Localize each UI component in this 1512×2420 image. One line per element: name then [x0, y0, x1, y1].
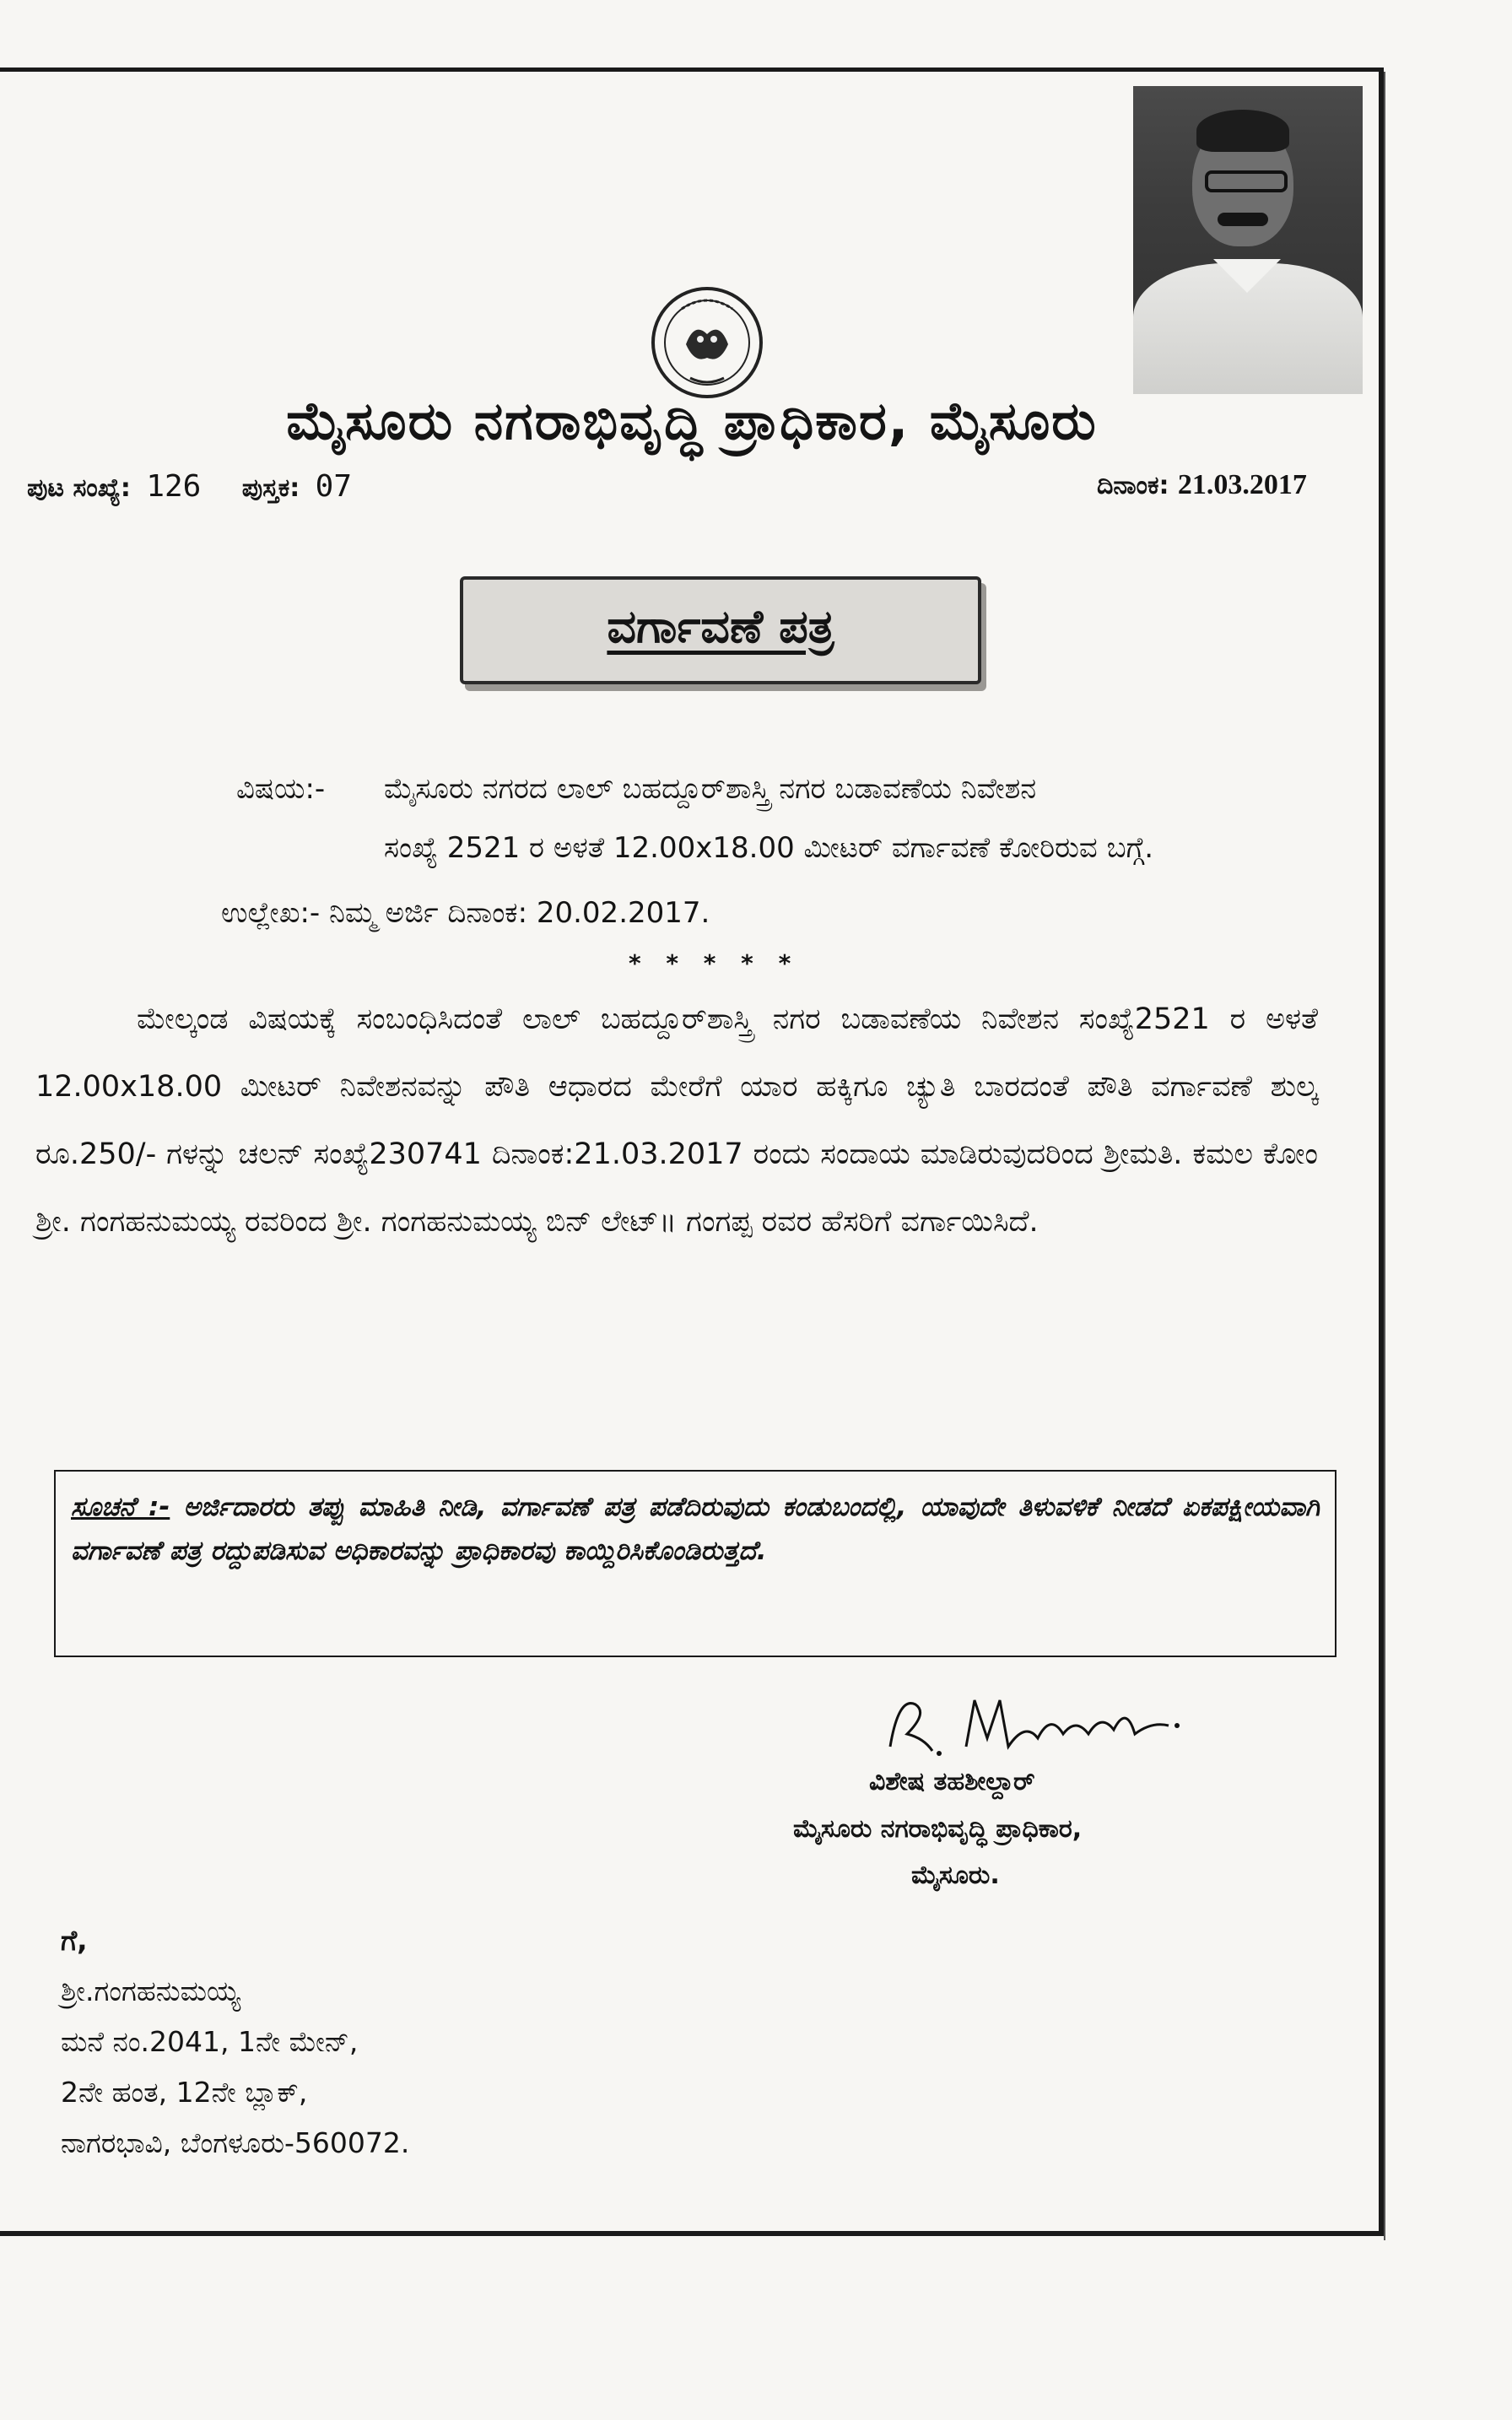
subject-line-1: ಮೈಸೂರು ನಗರದ ಲಾಲ್ ಬಹದ್ದೂರ್‌ಶಾಸ್ತ್ರಿ ನಗರ ಬಡಾವಣೆಯ ನಿವೇಶನ: [384, 772, 1037, 806]
address-line-1: ಮನೆ ನಂ.2041, 1ನೇ ಮೇನ್,: [61, 2025, 359, 2058]
address-line-2: 2ನೇ ಹಂತ, 12ನೇ ಬ್ಲಾಕ್,: [61, 2076, 308, 2109]
date-label: ದಿನಾಂಕ:: [1097, 471, 1169, 500]
organization-title: ಮೈಸೂರು ನಗರಾಭಿವೃದ್ಧಿ ಪ್ರಾಧಿಕಾರ, ಮೈಸೂರು: [286, 390, 1098, 451]
book-value: 07: [315, 469, 353, 504]
issue-date: [1097, 469, 1307, 501]
page-no-value: 126: [146, 469, 202, 504]
recipient-address: [61, 1915, 409, 2169]
subject-block: [236, 759, 1350, 878]
authority-emblem-icon: [648, 284, 766, 402]
signatory-title: ವಿಶೇಷ ತಹಶೀಲ್ದಾರ್: [869, 1767, 1035, 1796]
reference-line: [221, 896, 710, 930]
heading-box: [460, 576, 981, 684]
signatory-organization: ಮೈಸೂರು ನಗರಾಭಿವೃದ್ಧಿ ಪ್ರಾಧಿಕಾರ,: [793, 1814, 1083, 1844]
reference-text: ನಿಮ್ಮ ಅರ್ಜಿ ದಿನಾಂಕ: 20.02.2017.: [329, 896, 710, 930]
note-box: [54, 1470, 1336, 1657]
body-paragraph: ಮೇಲ್ಕಂಡ ವಿಷಯಕ್ಕೆ ಸಂಬಂಧಿಸಿದಂತೆ ಲಾಲ್ ಬಹದ್ದೂರ್‌ಶಾಸ್ತ್ರಿ ನಗರ ಬಡಾವಣೆಯ ನಿವೇಶನ ಸಂಖ್ಯೆ2521 ರ ಅಳತೆ 12.00x18.00 ಮೀಟರ್ ನಿವೇಶನವನ್ನು ಪೌತಿ ಆಧಾರದ ಮೇರೆಗೆ ಯಾರ ಹಕ್ಕಿಗೂ ಚ್ಯುತಿ ಬಾರದಂತೆ ಪೌತಿ ವರ್ಗಾವಣೆ ಶುಲ್ಕ ರೂ.250/- ಗಳನ್ನು ಚಲನ್ ಸಂಖ್ಯೆ230741 ದಿನಾಂಕ:21.03.2017 ರಂದು ಸಂದಾಯ ಮಾಡಿರುವುದರಿಂದ ಶ್ರೀಮತಿ. ಕಮಲ ಕೋಂ ಶ್ರೀ. ಗಂಗಹನುಮಯ್ಯ ರವರಿಂದ ಶ್ರೀ. ಗಂಗಹನುಮಯ್ಯ ಬಿನ್ ಲೇಟ್॥ ಗಂಗಪ್ಪ ರವರ ಹೆಸರಿಗೆ ವರ್ಗಾಯಿಸಿದೆ.: [35, 1002, 1318, 1239]
signatory-place: ಮೈಸೂರು.: [911, 1861, 1000, 1890]
applicant-photo: [1133, 86, 1363, 394]
note-text: ಅರ್ಜಿದಾರರು ತಪ್ಪು ಮಾಹಿತಿ ನೀಡಿ, ವರ್ಗಾವಣೆ ಪತ್ರ ಪಡೆದಿರುವುದು ಕಂಡುಬಂದಲ್ಲಿ, ಯಾವುದೇ ತಿಳುವಳಿಕೆ ನೀಡದೆ ಏಕಪಕ್ಷೀಯವಾಗಿ ವರ್ಗಾವಣೆ ಪತ್ರ ರದ್ದುಪಡಿಸುವ ಅಧಿಕಾರವನ್ನು ಪ್ರಾಧಿಕಾರವು ಕಾಯ್ದಿರಿಸಿಕೊಂಡಿರುತ್ತದೆ.: [71, 1492, 1320, 1566]
book-label: ಪುಸ್ತಕ:: [241, 473, 300, 503]
document-heading: ವರ್ಗಾವಣೆ ಪತ್ರ: [607, 600, 834, 653]
signature-image: [882, 1688, 1202, 1764]
subject-label: ವಿಷಯ:-: [236, 772, 326, 806]
address-line-3: ನಾಗರಭಾವಿ, ಬೆಂಗಳೂರು-560072.: [61, 2126, 410, 2159]
page-no-label: ಪುಟ ಸಂಖ್ಯೆ:: [27, 473, 131, 503]
page-and-book-numbers: [27, 469, 359, 504]
note-label: ಸೂಚನೆ :-: [71, 1492, 170, 1522]
reference-label: ಉಲ್ಲೇಖ:-: [221, 896, 321, 930]
to-label: ಗೆ,: [61, 1924, 88, 1957]
subject-line-2: ಸಂಖ್ಯೆ 2521 ರ ಅಳತೆ 12.00x18.00 ಮೀಟರ್ ವರ್ಗಾವಣೆ ಕೋರಿರುವ ಬಗ್ಗೆ.: [384, 831, 1154, 865]
separator-stars: * * * * *: [629, 949, 800, 977]
date-value: 21.03.2017: [1177, 469, 1307, 500]
border-shadow-line: [1384, 72, 1385, 2240]
recipient-name: ಶ್ರೀ.ಗಂಗಹನುಮಯ್ಯ: [61, 1974, 240, 2007]
